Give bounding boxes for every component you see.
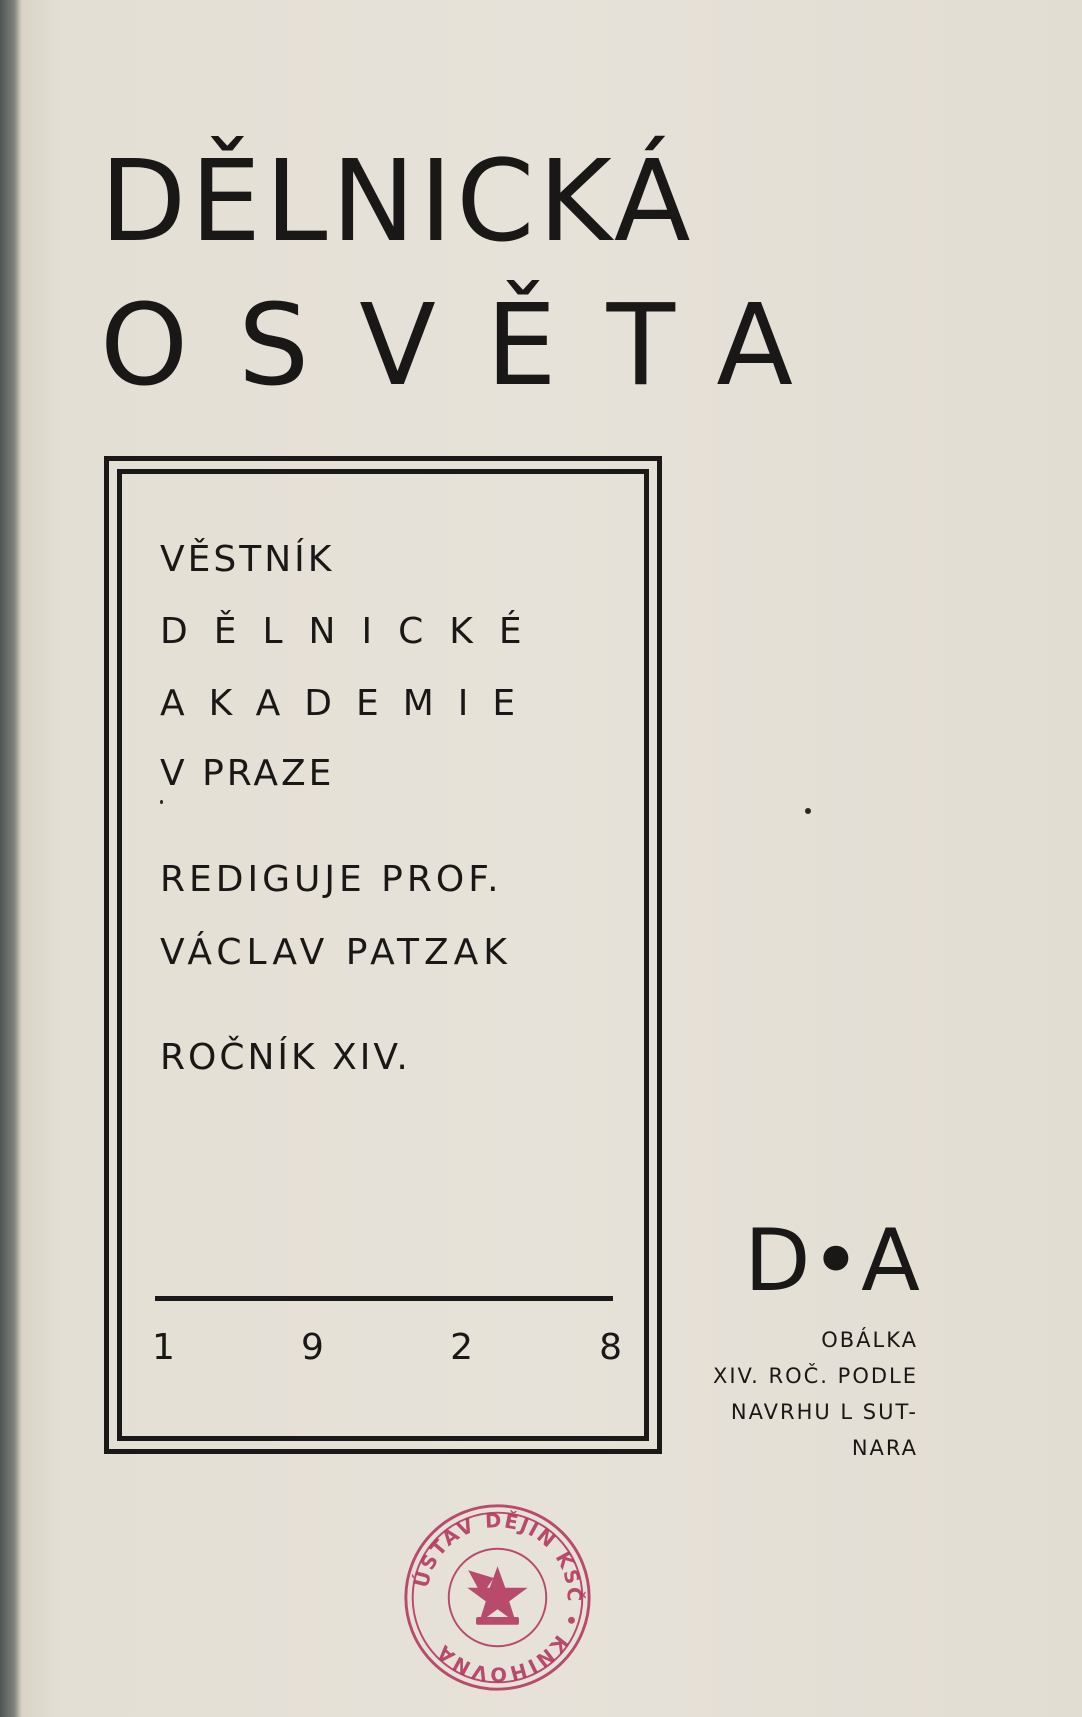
title-line-2: OSVĚTA — [100, 281, 843, 411]
year-digit: 8 — [599, 1327, 622, 1368]
book-spine-shadow — [0, 0, 22, 1717]
title-line-1: DĚLNICKÁ — [100, 137, 695, 267]
subtitle-line-2: DĚLNICKÉ — [160, 611, 548, 652]
cover-credit-line-3: NAVRHU L SUT- — [730, 1400, 918, 1424]
subtitle-line-3: AKADEMIE — [160, 683, 540, 724]
academy-logo: D•A — [744, 1211, 920, 1311]
year-digit: 1 — [152, 1327, 175, 1368]
paper-speck — [805, 808, 811, 814]
volume-label: ROČNÍK XIV. — [160, 1037, 411, 1078]
cover-credit-line-1: OBÁLKA — [821, 1328, 918, 1352]
subtitle-line-1: VĚSTNÍK — [160, 539, 335, 580]
library-stamp — [400, 1500, 595, 1695]
year-digit: 9 — [301, 1327, 324, 1368]
year — [152, 1327, 622, 1370]
editor-line-1: REDIGUJE PROF. — [160, 859, 503, 900]
horizontal-rule — [155, 1296, 613, 1301]
year-digit: 2 — [450, 1327, 473, 1368]
star-flag-emblem-icon — [467, 1566, 527, 1625]
paper-speck — [160, 800, 163, 804]
cover-credit-line-4: NARA — [851, 1436, 918, 1460]
cover-credit-line-2: XIV. ROČ. PODLE — [712, 1364, 918, 1388]
editor-line-2: VÁCLAV PATZAK — [160, 932, 512, 973]
subtitle-line-4: V PRAZE — [160, 753, 335, 794]
stamp-text: ÚSTAV DĚJIN KSČ • KNIHOVNA — [409, 1508, 586, 1686]
